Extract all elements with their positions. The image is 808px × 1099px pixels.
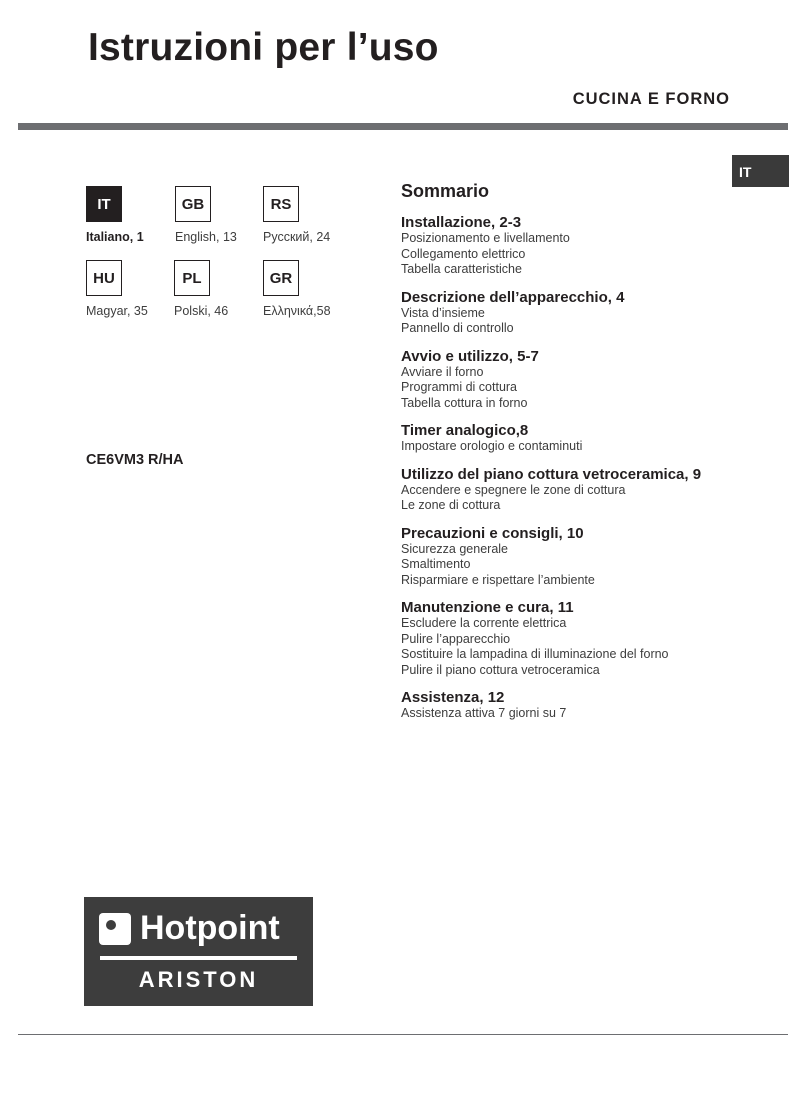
toc-item[interactable]: Vista d’insieme: [401, 305, 485, 320]
language-option-gb[interactable]: [175, 186, 265, 244]
toc-section: [401, 422, 721, 455]
toc-section: [401, 348, 721, 412]
page-title: Istruzioni per l’uso: [88, 26, 439, 69]
toc-section: [401, 689, 721, 722]
toc-item[interactable]: Pulire il piano cottura vetroceramica: [401, 662, 600, 677]
toc-item[interactable]: Posizionamento e livellamento: [401, 231, 570, 245]
table-of-contents: [401, 181, 721, 733]
toc-section-heading[interactable]: Installazione, 2-3: [401, 214, 522, 231]
toc-item[interactable]: Pulire l’apparecchio: [401, 631, 511, 646]
toc-section-heading[interactable]: Descrizione dell’apparecchio, 4: [401, 288, 625, 306]
toc-section-heading[interactable]: Utilizzo del piano cottura vetroceramica, 9: [401, 465, 702, 483]
language-label: English, 13: [175, 230, 237, 244]
toc-item[interactable]: Tabella cottura in forno: [401, 395, 528, 410]
toc-section-heading[interactable]: Avvio e utilizzo, 5-7: [401, 347, 539, 365]
toc-item[interactable]: Escludere la corrente elettrica: [401, 616, 567, 630]
toc-section: [401, 599, 721, 678]
toc-section: [401, 466, 721, 514]
toc-item[interactable]: Sostituire la lampadina di illuminazione del forno: [401, 647, 669, 661]
toc-title: Sommario: [401, 181, 490, 201]
logo-sub-text: ARISTON: [138, 967, 259, 992]
toc-item[interactable]: Pannello di controllo: [401, 321, 514, 335]
toc-item[interactable]: Impostare orologio e contaminuti: [401, 439, 583, 453]
brand-mark-icon: [99, 913, 131, 945]
toc-section-heading[interactable]: Timer analogico,8: [401, 422, 529, 439]
language-label: Ελληνικά,58: [263, 304, 331, 318]
language-label: Italiano, 1: [86, 230, 144, 244]
language-option-hu[interactable]: [86, 260, 176, 318]
language-label: Magyar, 35: [86, 304, 148, 318]
hotpoint-ariston-logo: [84, 897, 313, 1006]
language-option-it[interactable]: [86, 186, 176, 244]
toc-section: [401, 289, 721, 337]
toc-item[interactable]: Tabella caratteristiche: [401, 262, 522, 276]
footer-divider: [18, 1034, 788, 1035]
language-label: Русский, 24: [263, 230, 331, 244]
toc-item[interactable]: Smaltimento: [401, 557, 471, 571]
header-divider: [18, 123, 788, 130]
language-code: PL: [174, 260, 210, 296]
model-number: CE6VM3 R/HA: [86, 452, 184, 468]
toc-item[interactable]: Le zone di cottura: [401, 498, 501, 512]
language-code: GB: [175, 186, 211, 222]
toc-section-heading[interactable]: Manutenzione e cura, 11: [401, 599, 574, 616]
toc-section-heading[interactable]: Precauzioni e consigli, 10: [401, 524, 584, 542]
toc-section-heading[interactable]: Assistenza, 12: [401, 689, 505, 706]
language-side-tab: IT: [732, 155, 789, 187]
toc-item[interactable]: Sicurezza generale: [401, 541, 509, 556]
toc-section: [401, 214, 721, 278]
language-code: RS: [263, 186, 299, 222]
logo-divider: [100, 956, 297, 960]
language-option-pl[interactable]: [174, 260, 264, 318]
toc-item[interactable]: Assistenza attiva 7 giorni su 7: [401, 706, 567, 720]
toc-section: [401, 525, 721, 589]
language-code: GR: [263, 260, 299, 296]
toc-item[interactable]: Avviare il forno: [401, 364, 484, 379]
toc-item[interactable]: Collegamento elettrico: [401, 246, 526, 261]
language-option-rs[interactable]: [263, 186, 353, 244]
logo-brand-text: Hotpoint: [140, 909, 280, 947]
toc-item[interactable]: Risparmiare e rispettare l’ambiente: [401, 572, 595, 587]
toc-item[interactable]: Programmi di cottura: [401, 380, 518, 394]
language-code: HU: [86, 260, 122, 296]
language-label: Polski, 46: [174, 304, 229, 318]
toc-item[interactable]: Accendere e spegnere le zone di cottura: [401, 482, 626, 497]
language-code: IT: [86, 186, 122, 222]
language-option-gr[interactable]: [263, 260, 353, 318]
page-subtitle: CUCINA E FORNO: [572, 90, 730, 108]
